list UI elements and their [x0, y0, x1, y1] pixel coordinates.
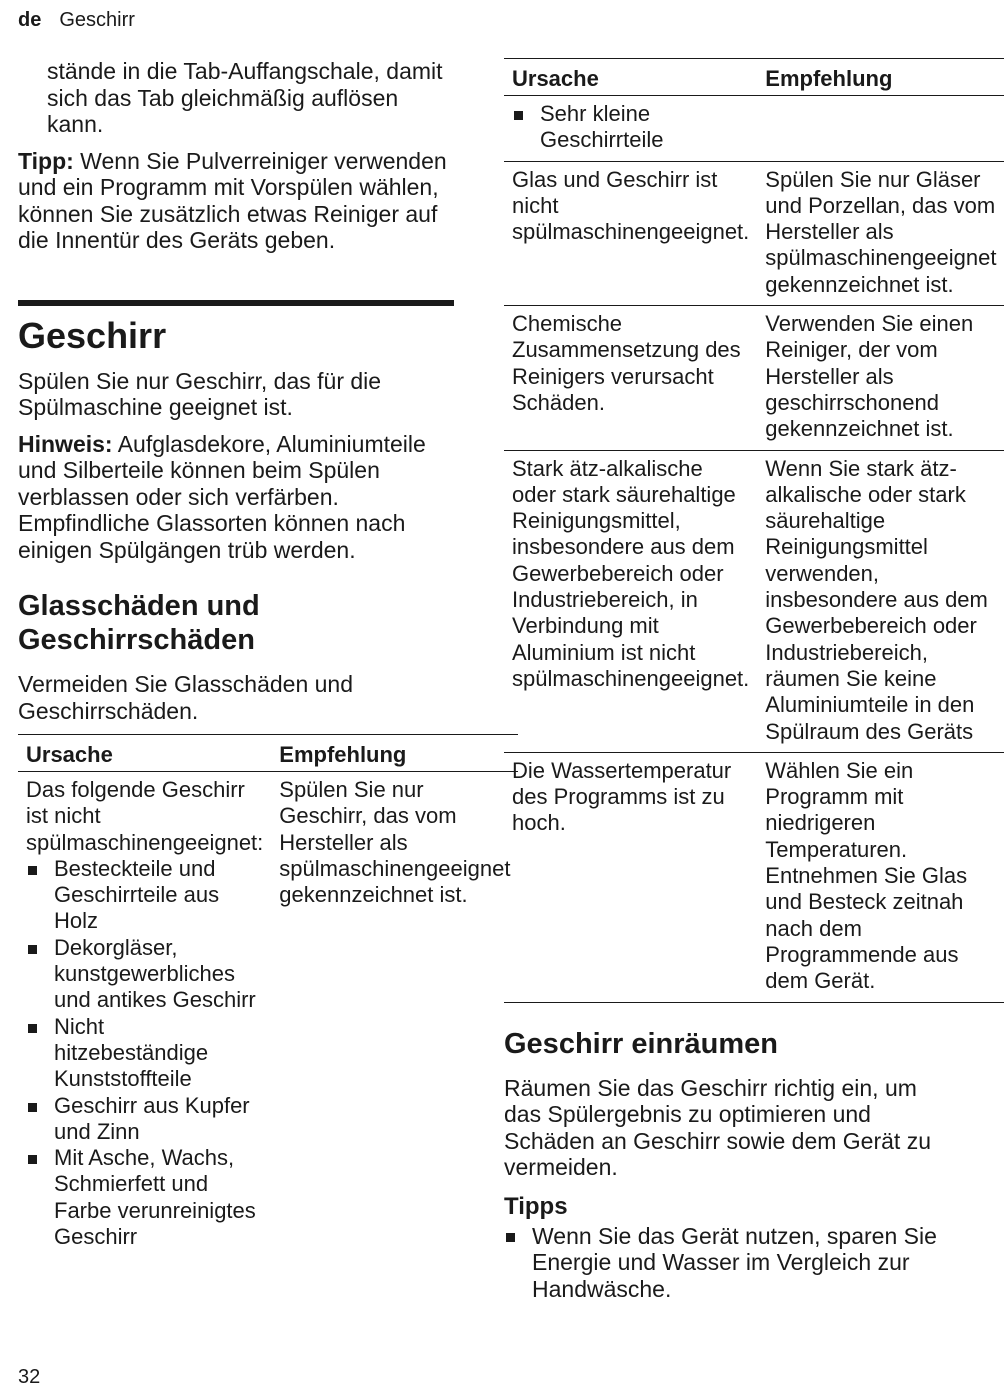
section-name: Geschirr	[59, 9, 135, 31]
list-item: Geschirr aus Kupfer und Zinn	[26, 1093, 263, 1146]
hinweis-paragraph	[18, 431, 454, 564]
table-cell-cause: Die Wassertemperatur des Programms ist zu hoch.	[504, 752, 757, 1002]
geschirr-intro: Spülen Sie nur Geschirr, das für die Spülmaschine geeignet ist.	[18, 367, 382, 420]
tips-title: Tipps	[504, 1192, 568, 1220]
table-header-recommendation: Empfehlung	[271, 735, 518, 772]
continuation-text: stände in die Tab-Auffangschale, damit sich das Tab gleichmäßig auflösen kann.	[47, 58, 443, 137]
table-cell-cause	[504, 96, 757, 162]
damage-table-right	[504, 58, 1004, 1003]
table-cell-cause	[18, 772, 271, 1258]
table-cell-recommendation: Spülen Sie nur Geschirr, das vom Hersteller als spülmaschinengeeignet gekennzeichnet ist.	[279, 777, 511, 908]
list-item: Wenn Sie das Gerät nutzen, sparen Sie Energie und Wasser im Vergleich zur Handwäsche.	[504, 1223, 938, 1303]
cause-intro: Das folgende Geschirr ist nicht spülmaschinengeeignet:	[26, 777, 264, 855]
language-code: de	[18, 9, 42, 31]
loading-intro: Räumen Sie das Geschirr richtig ein, um das Spülergebnis zu optimieren und Schäden an Geschirr sowie dem Gerät zu vermeiden.	[504, 1074, 931, 1180]
list-item: Dekorgläser, kunstgewerbliches und antikes Geschirr	[26, 935, 263, 1014]
table-cell-cause: Chemische Zusammensetzung des Reinigers verursacht Schäden.	[504, 306, 757, 450]
list-item: Sehr kleine Geschirrteile	[512, 101, 749, 154]
table-cell-recommendation: Spülen Sie nur Gläser und Porzellan, das vom Hersteller als spülmaschinengeeignet gekennzeichnet ist.	[757, 161, 1004, 305]
table-row	[18, 772, 518, 1258]
table-cell-cause: Stark ätz-alkalische oder stark säurehaltige Reinigungsmittel, insbesondere aus dem Gewerbebereich oder Industriebereich, in Verbindung mit Aluminium ist nicht spülmaschinengeeignet.	[504, 450, 757, 752]
section-title: Geschirr	[18, 314, 167, 356]
right-column	[504, 58, 997, 1302]
table-row	[504, 752, 1004, 1002]
table-header-recommendation: Empfehlung	[757, 59, 1004, 96]
table-cell-cause: Glas und Geschirr ist nicht spülmaschinengeeignet.	[504, 161, 757, 305]
table-header-cause: Ursache	[504, 59, 757, 96]
table-row	[504, 306, 1004, 450]
table-row	[504, 450, 1004, 752]
table-cell-recommendation: Wählen Sie ein Programm mit niedrigeren Temperaturen. Entnehmen Sie Glas und Besteck zeitnah nach dem Programmende aus dem Gerät.	[757, 752, 1004, 1002]
cause-list	[512, 101, 749, 154]
cause-list	[26, 856, 263, 1250]
hinweis-text: Aufglasdekore, Aluminiumteile und Silberteile können beim Spülen verblassen oder sich verfärben. Empfindliche Glassorten können nach einigen Spülgängen trüb werden.	[18, 430, 426, 563]
tipp-paragraph	[18, 148, 454, 254]
glass-damage-title: Glasschäden und Geschirrschäden	[18, 590, 260, 656]
page-number: 32	[18, 1366, 41, 1388]
table-header-cause: Ursache	[18, 735, 271, 772]
list-item: Besteckteile und Geschirrteile aus Holz	[26, 856, 263, 935]
list-item: Nicht hitzebeständige Kunststoffteile	[26, 1014, 263, 1093]
left-column	[18, 58, 511, 1257]
table-row	[504, 96, 1004, 162]
table-row	[504, 161, 1004, 305]
section-rule	[18, 300, 454, 306]
table-cell-recommendation	[757, 96, 1004, 162]
tipp-text: Wenn Sie Pulverreiniger verwenden und ein Programm mit Vorspülen wählen, können Sie zusätzlich etwas Reiniger auf die Innentür des Geräts geben.	[18, 147, 447, 253]
table-cell-recommendation: Verwenden Sie einen Reiniger, der vom Hersteller als geschirrschonend gekennzeichnet ist.	[757, 306, 1004, 450]
table-cell-recommendation: Wenn Sie stark ätz-alkalische oder stark säurehaltige Reinigungsmittel verwenden, insbesondere aus dem Gewerbebereich oder Industriebereich, räumen Sie keine Aluminiumteile in den Spülraum des Geräts	[757, 450, 1004, 752]
loading-title: Geschirr einräumen	[504, 1027, 778, 1060]
tips-list	[504, 1223, 938, 1303]
damage-table-left	[18, 734, 518, 1257]
glass-damage-intro: Vermeiden Sie Glasschäden und Geschirrschäden.	[18, 671, 353, 724]
list-item: Mit Asche, Wachs, Schmierfett und Farbe verunreinigtes Geschirr	[26, 1145, 263, 1250]
hinweis-label: Hinweis:	[18, 430, 113, 457]
tipp-label: Tipp:	[18, 147, 74, 174]
page-header	[18, 9, 135, 32]
